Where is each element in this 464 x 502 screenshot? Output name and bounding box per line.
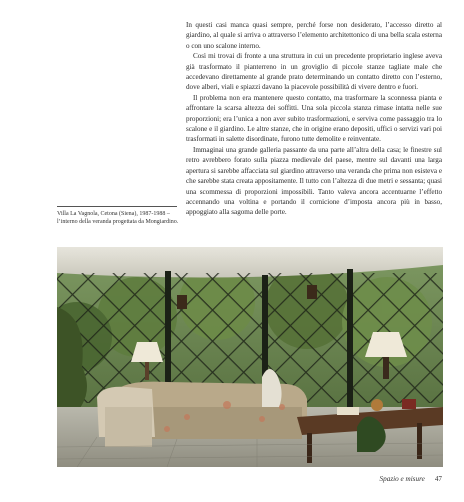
page-footer bbox=[380, 475, 442, 483]
running-footer-title: Spazio e misure bbox=[379, 475, 425, 483]
body-paragraph: In questi casi manca quasi sempre, perché forse non desiderato, l’accesso diretto al giardino, al quale si arriva o attraverso l’elemento architettonico di una bella scala esterna o con uno scalone interno. bbox=[186, 21, 442, 50]
caption-rule bbox=[57, 206, 177, 207]
veranda-photo bbox=[57, 247, 443, 467]
page-number: 47 bbox=[434, 475, 442, 483]
body-paragraph: Così mi trovai di fronte a una struttura in cui un precedente proprietario inglese aveva già trasformato il pianterreno in un groviglio di piccole stanze tagliate male che accedevano direttamente al grande prato determinando un contatto diretto con l’esterno, dove alberi, viali e spiazzi davano la piacevole possibilità di vivere dentro e fuori. bbox=[186, 52, 442, 92]
photo-caption: Villa La Vagnola, Cetona (Siena), 1987-1988 – l’interno della veranda progettata da Mongiardino. bbox=[57, 211, 179, 226]
body-paragraph: Il problema non era mantenere questo contatto, ma trasformare la sconnessa pianta e affrontare la scarsa altezza dei soffitti. Una sola piccola stanza rimase intatta nelle sue proporzioni; era l’unica a non aver subito trasformazioni, e serviva come passaggio tra lo scalone e il giardino. Le altre stanze, che in origine erano depositi, uffici o servizi vari poi trasformati in salette disordinate, furono tutte demolite e reinventate. bbox=[186, 93, 442, 144]
body-text-column bbox=[186, 20, 442, 218]
body-paragraph: Immaginai una grande galleria passante da una parte all’altra della casa; le finestre sul retro avrebbero forato sulla piazza medievale del paese, mentre sul davanti una larga apertura si sarebbe affacciata sul giardino attraverso una veranda che prima non esisteva e che sarebbe stata creata appositamente. Il tutto con l’altezza di due metri e sessanta; quasi una scommessa di proporzioni impossibili. Tanto valeva ancora accentuarne l’effetto accennando una voltina e portando il cornicione d’imposta ancora più in basso, appoggiato alla sagoma delle porte. bbox=[186, 145, 442, 217]
veranda-illustration bbox=[57, 247, 443, 467]
